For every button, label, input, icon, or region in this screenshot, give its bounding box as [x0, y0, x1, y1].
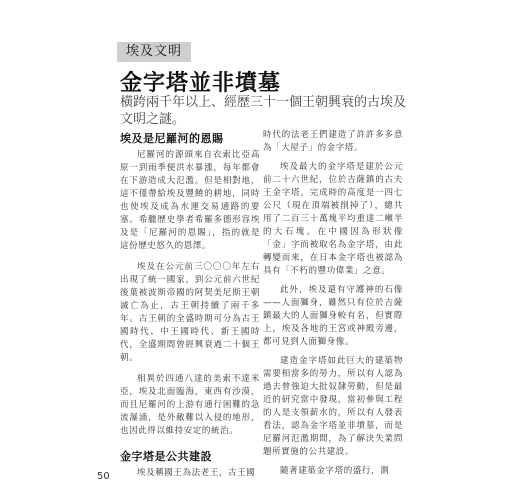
page-number: 50 — [97, 471, 110, 482]
paragraph: 此外，埃及還有守護神的石像——人面獅身，雖然只有位於吉薩鎮最大的人面獅身較有名，但實際上，埃及各地的王宮或神殿旁邊，都可見到人面獅身像。 — [263, 285, 403, 347]
paragraph: 埃及最大的金字塔是建於公元前二十六世紀，位於吉薩鎮的古夫王金字塔。完成時的高度是一四七公尺（現在頂端被削掉了），總共用了二百三十萬塊平均重達二噸半的大石塊。在中國因為形狀像「金」字而被取名為金字塔，由此轉變而來，在日本金字塔也被認為具有「不朽的豐功偉業」之意。 — [263, 162, 403, 276]
page-title: 金字塔並非墳墓 — [120, 71, 282, 96]
paragraph: 隨著建築金字塔的盛行，測 — [280, 466, 390, 476]
paragraph: 埃及稱國王為法老王，古王國 — [137, 468, 256, 478]
left-column — [120, 132, 260, 488]
paragraph: 埃及在公元前三〇〇〇年左右出現了統一國家，到公元前六世紀後葉被波斯帝國的阿契美尼斯王朝滅亡為止，古王朝持續了兩千多年。古王朝的全盛時期可分為古王國時代、中王國時代、新王國時代，全盛期間曾經興衰過二十個王朝。 — [120, 262, 260, 363]
paragraph: 時代的法老王們建造了許許多多意為「大屋子」的金字塔。 — [263, 130, 403, 153]
paragraph: 建造金字塔如此巨大的建築物需要相當多的勞力，所以有人認為過去曾強迫大批奴隸勞動，但是最近的研究當中發現，當初參與工程的人是支領薪水的，所以有人發表看法，認為金字塔並非墳墓，而是尼羅河氾濫期間，為了解決失業問題所實施的公共建設。 — [263, 356, 403, 457]
section-heading-pyramid: 金字塔是公共建設 — [120, 450, 212, 463]
category-tab: 埃及文明 — [117, 42, 191, 62]
right-column — [263, 129, 403, 484]
section-heading-nile: 埃及是尼羅河的恩賜 — [120, 132, 224, 145]
paragraph: 相異於四通八達的美索不達米亞，埃及北面臨海，東西有沙漠，而且尼羅河的上游有通行困難的急流瀑涌，是外敵難以入侵的地形，也因此得以維持安定的統治。 — [120, 374, 260, 436]
page-subtitle: 橫跨兩千年以上、經歷三十一個王朝興衰的古埃及文明之謎。 — [120, 95, 407, 127]
paragraph: 尼羅河的源頭來自衣索比亞高原一到雨季便洪水暴漲，每年都會在下游造成大氾濫。但是相對地，這不僅帶給埃及豐饒的耕地，同時也使埃及成為水運交易通路的要塞。希臘歷史學者希羅多德形容埃及是「尼羅河的恩賜」，指的就是這份歷史悠久的恩澤。 — [120, 150, 260, 251]
